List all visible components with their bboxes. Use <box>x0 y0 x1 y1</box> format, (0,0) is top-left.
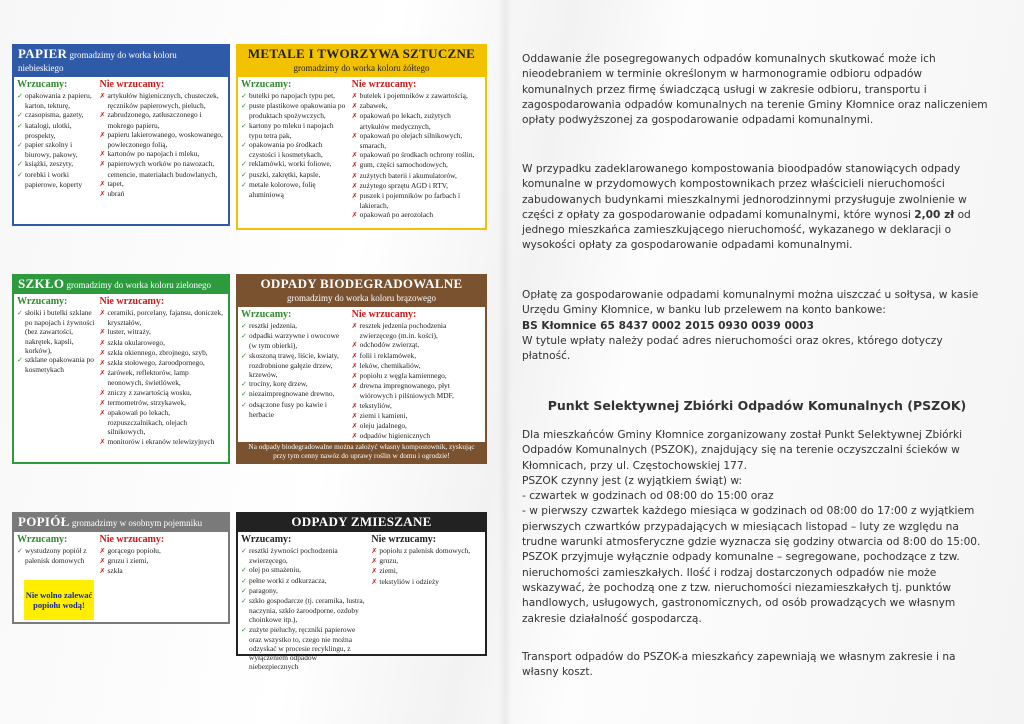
list-item: ✓ reklamówki, worki foliowe, <box>241 159 348 169</box>
list-item: ✓ pełne worki z odkurzacza, <box>241 576 367 586</box>
list-item: ✗ gorącego popiołu, <box>99 546 225 556</box>
paragraph-text <box>522 162 992 254</box>
list-item: ✓ paragony, <box>241 586 367 596</box>
text-span: W przypadku zadeklarowanego kompostowania bioodpadów stanowiących odpady komunalne w przydomowych kompostownikach przez właścicieli nieruchomości zabudowanych budynkami mieszkalnymi jednorodzinnymi przysługuje zwolnienie w części z opłaty za gospodarowanie odpadami komunalnymi, które wynosi <box>522 163 967 221</box>
list-item: ✗ leków, chemikaliów, <box>352 361 482 371</box>
bio-no-title: Nie wrzucamy: <box>351 309 417 320</box>
szklo-no-list <box>99 296 225 447</box>
list-item: ✗ szkła stołowego, żaroodpornego, <box>99 358 225 368</box>
list-item: ✓ odsączone fusy po kawie i herbacie <box>241 400 348 419</box>
popiol-no-title: Nie wrzucamy: <box>99 534 165 545</box>
list-item: ✓ wystudzony popiół z palenisk domowych <box>17 546 95 565</box>
bio-title: ODPADY BIODEGRADOWALNE <box>260 276 463 291</box>
list-item: ✗ resztek jedzenia pochodzenia zwierzęcego (m.in. kości), <box>352 321 482 340</box>
list-item: ✗ luster, witraży, <box>99 327 225 337</box>
szklo-yes-title: Wrzucamy: <box>17 296 68 307</box>
list-item: ✗ gruzu i ziemi, <box>99 556 225 566</box>
popiol-box <box>12 512 230 624</box>
list-item: ✗ ceramiki, porcelany, fajansu, doniczek, kryształów, <box>99 308 225 327</box>
list-item: ✗ zabawek, <box>352 101 482 111</box>
paragraph-text: Opłatę za gospodarowanie odpadami komunalnymi można uiszczać u sołtysa, w kasie Urzędu Gminy Kłomnice, w banku lub przelewem na konto bankowe: <box>522 289 979 317</box>
pszok-title: Punkt Selektywnej Zbiórki Odpadów Komunalnych (PSZOK) <box>547 398 967 413</box>
list-item: ✗ artykułów higienicznych, chusteczek, ręczników papierowych, pieluch, <box>99 91 225 110</box>
list-item: ✓ opakowania po środkach czystości i kosmetykach, <box>241 140 348 159</box>
paragraph-text: - czwartek w godzinach od 08:00 do 15:00 oraz <box>522 490 774 503</box>
info-paragraph-2 <box>522 162 992 254</box>
bio-box <box>236 274 487 464</box>
popiol-title: POPIÓŁ <box>18 514 70 529</box>
list-item: ✗ żarówek, reflektorów, lamp neonowych, świetlówek, <box>99 368 225 387</box>
popiol-no-list <box>99 534 225 577</box>
list-item: ✗ ziemi, <box>371 566 482 576</box>
zmieszane-box <box>236 512 487 672</box>
list-item: ✓ katalogi, ulotki, prospekty, <box>17 121 95 140</box>
bank-account: BS Kłomnice 65 8437 0002 2015 0930 0039 0003 <box>522 319 814 332</box>
list-item: ✗ opakowań po środkach ochrony roślin, <box>352 150 482 160</box>
popiol-subtitle: gromadzimy w osobnym pojemniku <box>69 518 203 528</box>
szklo-no-title: Nie wrzucamy: <box>99 296 165 307</box>
list-item: ✗ opakowań po lekach, rozpuszczalnikach, olejach silnikowych, <box>99 408 225 437</box>
text-span: od jednego mieszkańca zamieszkującego nieruchomość, wykazanego w deklaracji o wysokości opłaty za gospodarowanie odpadami komunalnymi. <box>522 208 971 252</box>
list-item: ✓ odpadki warzywne i owocowe (w tym obierki), <box>241 331 348 350</box>
list-item: ✗ zużytych baterii i akumulatorów, <box>352 171 482 181</box>
list-item: ✓ papier szkolny i biurowy, pakowy, <box>17 140 95 159</box>
list-item: ✗ tapet, <box>99 179 225 189</box>
list-item: ✓ niezaimpregnowane drewno, <box>241 389 348 399</box>
szklo-box <box>12 274 230 464</box>
list-item: ✗ zużytego sprzętu AGD i RTV, <box>352 181 482 191</box>
list-item: ✓ skoszoną trawę, liście, kwiaty, rozdrobnione gałęzie drzew, krzewów, <box>241 351 348 380</box>
szklo-header <box>14 276 228 294</box>
papier-box <box>12 44 230 226</box>
list-item: ✗ kartonów po napojach i mleku, <box>99 149 225 159</box>
list-item: ✓ zużyte pieluchy, ręczniki papierowe oraz wszystko to, czego nie można odzyskać w procesie recyklingu, z wyłączeniem odpadów niebezpiecznych <box>241 625 367 672</box>
list-item: ✗ monitorów i ekranów telewizyjnych <box>99 437 225 447</box>
szklo-subtitle: gromadzimy do worka koloru zielonego <box>64 280 212 290</box>
bio-yes-title: Wrzucamy: <box>241 309 292 320</box>
info-paragraph-last <box>522 650 992 681</box>
list-item: ✓ szkło gospodarcze (tj. ceramika, lustra, naczynia, szkło żaroodporne, ozdoby choinkowe itp.), <box>241 596 367 625</box>
list-item: ✓ kartony po mleku i napojach typu tetra pak, <box>241 121 348 140</box>
zmieszane-header <box>238 514 485 532</box>
popiol-header <box>14 514 228 532</box>
list-item: ✓ czasopisma, gazety, <box>17 110 95 120</box>
list-item: ✗ drewna impregnowanego, płyt wiórowych i pilśniowych MDF, <box>352 381 482 400</box>
list-item: ✓ książki, zeszyty, <box>17 159 95 169</box>
metale-yes-list <box>241 79 348 221</box>
list-item: ✗ szkła okularowego, <box>99 338 225 348</box>
list-item: ✗ tekstyliów, <box>352 401 482 411</box>
paragraph-text: Oddawanie źle posegregowanych odpadów komunalnych skutkować może ich nieodebraniem w terminie określonym w harmonogramie odbioru odpadów komunalnych przez firmę świadczącą usługi w zakresie odbioru, transportu i zagospodarowania odpadów komunalnych na terenie Gminy Kłomnice oraz naliczeniem opłaty podwyższonej za gospodarowanie odpadami komunalnymi. <box>522 53 988 127</box>
popiol-yes-title: Wrzucamy: <box>17 534 68 545</box>
list-item: ✗ zniczy z zawartością wosku, <box>99 388 225 398</box>
list-item: ✓ torebki i worki papierowe, koperty <box>17 170 95 189</box>
list-item: ✗ odchodów zwierząt, <box>352 340 482 350</box>
list-item: ✗ papieru lakierowanego, woskowanego, powleczonego folią, <box>99 130 225 149</box>
list-item: ✗ ziemi i kamieni, <box>352 411 482 421</box>
metale-box <box>236 44 487 230</box>
list-item: ✗ popiołu z palenisk domowych, <box>371 546 482 556</box>
list-item: ✗ popiołu z węgla kamiennego, <box>352 371 482 381</box>
list-item: ✓ opakowania z papieru, karton, tekturę, <box>17 91 95 110</box>
metale-no-title: Nie wrzucamy: <box>351 79 417 90</box>
zmieszane-title: ODPADY ZMIESZANE <box>291 514 432 529</box>
list-item: ✗ odpadów higienicznych <box>352 431 482 441</box>
papier-yes-title: Wrzucamy: <box>17 79 68 90</box>
list-item: ✓ metale kolorowe, folię aluminiową <box>241 180 348 199</box>
page-fold <box>498 0 512 724</box>
list-item: ✗ opakowań po olejach silnikowych, smarach, <box>352 131 482 150</box>
papier-header <box>14 46 228 77</box>
popiol-yes-list <box>17 534 95 577</box>
fee-amount: 2,00 zł <box>914 208 955 221</box>
metale-title: METALE I TWORZYWA SZTUCZNE <box>247 46 476 61</box>
bio-subtitle: gromadzimy do worka koloru brązowego <box>287 293 436 303</box>
metale-header <box>238 46 485 77</box>
list-item: ✗ tekstyliów i odzieży <box>371 577 482 587</box>
list-item: ✗ oleju jadalnego, <box>352 421 482 431</box>
list-item: ✓ olej po smażeniu, <box>241 565 367 575</box>
bio-header <box>238 276 485 307</box>
bio-yes-list <box>241 309 348 441</box>
list-item: ✓ butelki po napojach typu pet, <box>241 91 348 101</box>
info-paragraph-3 <box>522 288 992 364</box>
papier-no-list <box>99 79 225 199</box>
list-item: ✓ resztki żywności pochodzenia zwierzęcego, <box>241 546 367 565</box>
list-item: ✓ puste plastikowe opakowania po produktach spożywczych, <box>241 101 348 120</box>
popiol-warning: Nie wolno zalewać popiołu wodą! <box>24 580 94 620</box>
szklo-yes-list <box>17 296 95 447</box>
list-item: ✓ resztki jedzenia, <box>241 321 348 331</box>
list-item: ✗ papierowych worków po nawozach, cemencie, materiałach budowlanych, <box>99 159 225 178</box>
list-item: ✓ szklane opakowania po kosmetykach <box>17 355 95 374</box>
bio-note: Na odpady biodegradowalne można założyć własny kompostownik, zyskując przy tym cenny nawóz do uprawy roślin w domu i ogrodzie! <box>238 442 485 462</box>
pszok-section <box>522 428 992 627</box>
papier-yes-list <box>17 79 95 199</box>
zmieszane-yes-list <box>241 534 367 672</box>
list-item: ✓ słoiki i butelki szklane po napojach i żywności (bez zawartości, nakrętek, kapsli, korków), <box>17 308 95 355</box>
paragraph-text: Transport odpadów do PSZOK-a mieszkańcy zapewniają we własnym zakresie i na własny koszt. <box>522 651 956 679</box>
zmieszane-yes-title: Wrzucamy: <box>241 534 292 545</box>
zmieszane-no-title: Nie wrzucamy: <box>371 534 437 545</box>
list-item: ✓ trociny, korę drzew, <box>241 379 348 389</box>
papier-subtitle: gromadzimy do worka koloru niebieskiego <box>18 50 177 73</box>
paragraph-text: W tytule wpłaty należy podać adres nieruchomości oraz okres, którego dotyczy płatność. <box>522 334 943 363</box>
paragraph-text: - w pierwszy czwartek każdego miesiąca w godzinach od 08:00 do 17:00 z wyjątkiem pierwszych czwartków przypadających w miesiącach listopad – luty ze względu na trudne warunki atmosferyczne gdzie wyznacza się godziny otwarcia od 8:00 do 15:00. <box>522 505 981 549</box>
info-paragraph-1 <box>522 52 992 128</box>
list-item: ✗ butelek i pojemników z zawartością, <box>352 91 482 101</box>
list-item: ✗ zabrudzonego, zatłuszczonego i mokrego papieru, <box>99 110 225 129</box>
metale-subtitle: gromadzimy do worka koloru żółtego <box>293 63 430 73</box>
paragraph-text: PSZOK przyjmuje wyłącznie odpady komunalne – segregowane, pochodzące z tzw. nieruchomości zamieszkałych. Ilość i rodzaj dostarczonych odpadów nie może wskazywać, że pochodzą one z tzw. nieruchomości niezamieszkałych tj. punktów handlowych, usługowych, gastronomicznych, od osób prowadzących we własnym zakresie działalność gospodarczą. <box>522 551 960 625</box>
papier-title: PAPIER <box>18 46 68 61</box>
paragraph-text: PSZOK czynny jest (z wyjątkiem świąt) w: <box>522 474 743 487</box>
list-item: ✗ szkła <box>99 566 225 576</box>
paragraph-text: Dla mieszkańców Gminy Kłomnice zorganizowany został Punkt Selektywnej Zbiórki Odpadów Komunalnych (PSZOK), znajdujący się na terenie oczyszczalni ścieków w Kłomnicach, przy ul. Częstochowskiej 177. <box>522 429 963 472</box>
list-item: ✗ ubrań <box>99 189 225 199</box>
list-item: ✓ puszki, zakrętki, kapsle, <box>241 170 348 180</box>
bio-no-list <box>352 309 482 441</box>
list-item: ✗ gum, części samochodowych, <box>352 160 482 170</box>
list-item: ✗ termometrów, strzykawek, <box>99 398 225 408</box>
metale-no-list <box>352 79 482 221</box>
metale-yes-title: Wrzucamy: <box>241 79 292 90</box>
list-item: ✗ szkła okiennego, zbrojnego, szyb, <box>99 348 225 358</box>
zmieszane-no-list <box>371 534 482 672</box>
list-item: ✗ opakowań po aerozolach <box>352 210 482 220</box>
szklo-title: SZKŁO <box>18 276 65 291</box>
list-item: ✗ folii i reklamówek, <box>352 351 482 361</box>
list-item: ✗ puszek i pojemników po farbach i lakierach, <box>352 191 482 210</box>
list-item: ✗ gruzu, <box>371 556 482 566</box>
papier-no-title: Nie wrzucamy: <box>99 79 165 90</box>
list-item: ✗ opakowań po lekach, zużytych artykułów medycznych, <box>352 111 482 130</box>
